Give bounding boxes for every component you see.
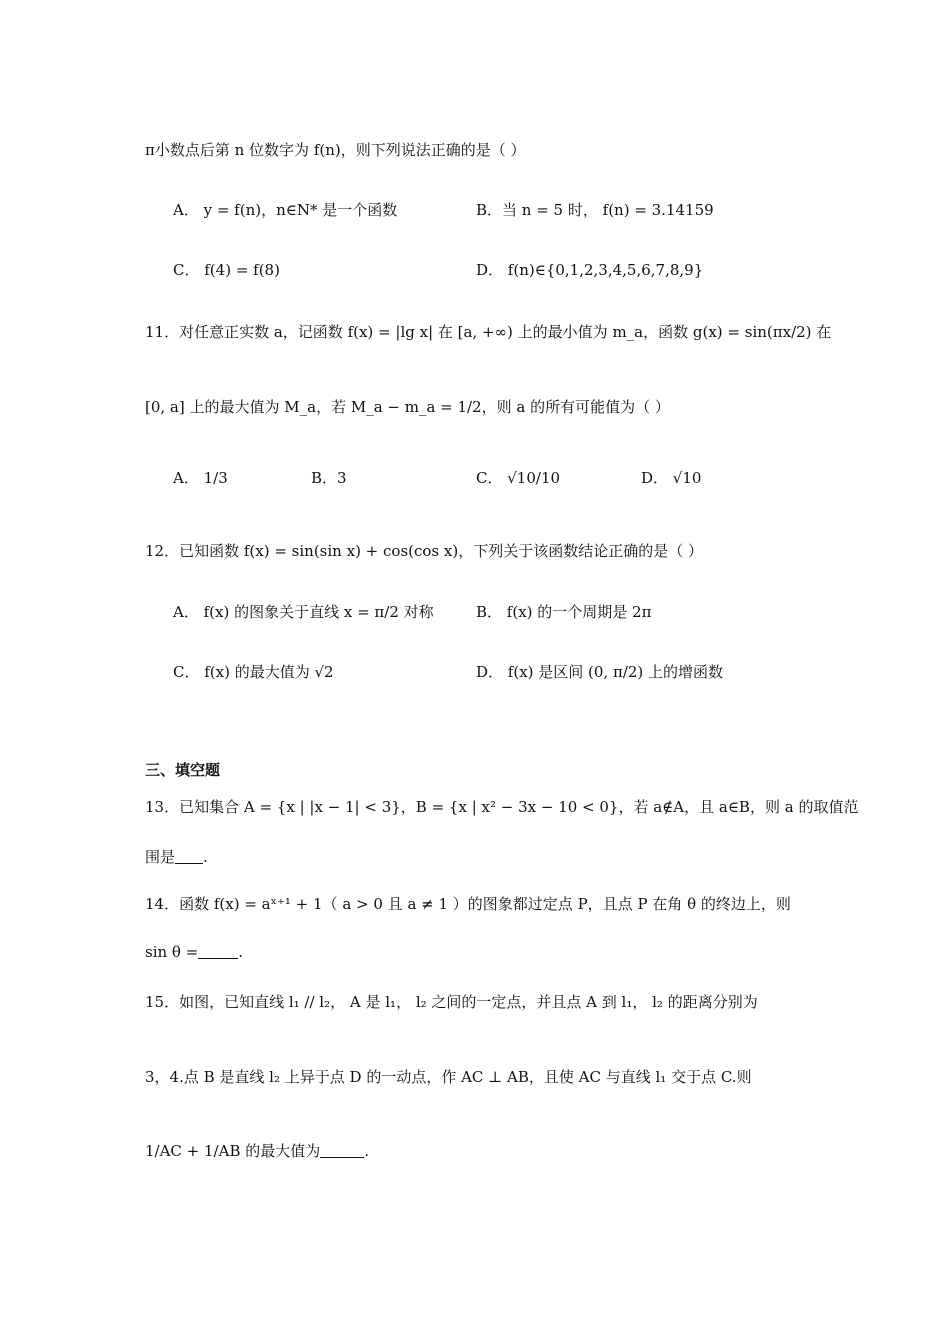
q11-option-a: A． 1/3 bbox=[173, 469, 228, 487]
q12-stem: 12．已知函数 f(x) = sin(sin x) + cos(cos x)，下列关于该函数结论正确的是（ ） bbox=[145, 542, 703, 560]
q11-line-2: [0, a] 上的最大值为 M_a，若 M_a − m_a = 1/2，则 a 的所有可能值为（ ） bbox=[145, 398, 670, 416]
q15-line-3: 1/AC + 1/AB 的最大值为 . bbox=[145, 1142, 370, 1160]
q14-line-2: sin θ = . bbox=[145, 943, 244, 961]
q13-answer-blank[interactable] bbox=[175, 849, 203, 864]
q15-line-3-text: 1/AC + 1/AB 的最大值为 bbox=[145, 1142, 321, 1160]
q12-option-b: B． f(x) 的一个周期是 2π bbox=[476, 603, 652, 621]
q10-option-c: C． f(4) = f(8) bbox=[173, 261, 280, 279]
q13-line-2: 围是 . bbox=[145, 848, 208, 866]
q14-answer-blank[interactable] bbox=[198, 944, 238, 959]
section-title: 三、填空题 bbox=[145, 761, 221, 779]
q11-option-d: D． √10 bbox=[641, 469, 702, 487]
q10-option-a: A． y = f(n)，n∈N* 是一个函数 bbox=[173, 201, 398, 219]
q14-line-2-text: sin θ = bbox=[145, 943, 199, 961]
q10-option-b: B．当 n = 5 时， f(n) = 3.14159 bbox=[476, 201, 714, 219]
q11-line-1: 11．对任意正实数 a，记函数 f(x) = |lg x| 在 [a, +∞) 上的最小值为 m_a，函数 g(x) = sin(πx/2) 在 bbox=[145, 323, 832, 341]
q13-line-1: 13．已知集合 A = {x | |x − 1| < 3}，B = {x | x² − 3x − 10 < 0}，若 a∉A，且 a∈B，则 a 的取值范 bbox=[145, 798, 859, 816]
q11-option-c: C． √10/10 bbox=[476, 469, 561, 487]
q10-option-d: D． f(n)∈{0,1,2,3,4,5,6,7,8,9} bbox=[476, 261, 704, 279]
q14-line-1: 14．函数 f(x) = aˣ⁺¹ + 1（ a > 0 且 a ≠ 1 ）的图象都过定点 P，且点 P 在角 θ 的终边上，则 bbox=[145, 895, 791, 913]
q12-option-c: C． f(x) 的最大值为 √2 bbox=[173, 663, 334, 681]
q11-option-b: B．3 bbox=[311, 469, 347, 487]
q12-option-a: A． f(x) 的图象关于直线 x = π/2 对称 bbox=[173, 603, 434, 621]
q10-stem: π小数点后第 n 位数字为 f(n)，则下列说法正确的是（ ） bbox=[145, 141, 526, 159]
q15-line-2: 3，4.点 B 是直线 l₂ 上异于点 D 的一动点，作 AC ⊥ AB，且使 AC 与直线 l₁ 交于点 C.则 bbox=[145, 1068, 752, 1086]
q15-line-1: 15．如图，已知直线 l₁ // l₂， A 是 l₁， l₂ 之间的一定点，并且点 A 到 l₁， l₂ 的距离分别为 bbox=[145, 993, 758, 1011]
q13-line-2-text: 围是 bbox=[145, 848, 176, 866]
q12-option-d: D． f(x) 是区间 (0, π/2) 上的增函数 bbox=[476, 663, 724, 681]
q15-answer-blank[interactable] bbox=[320, 1143, 364, 1158]
